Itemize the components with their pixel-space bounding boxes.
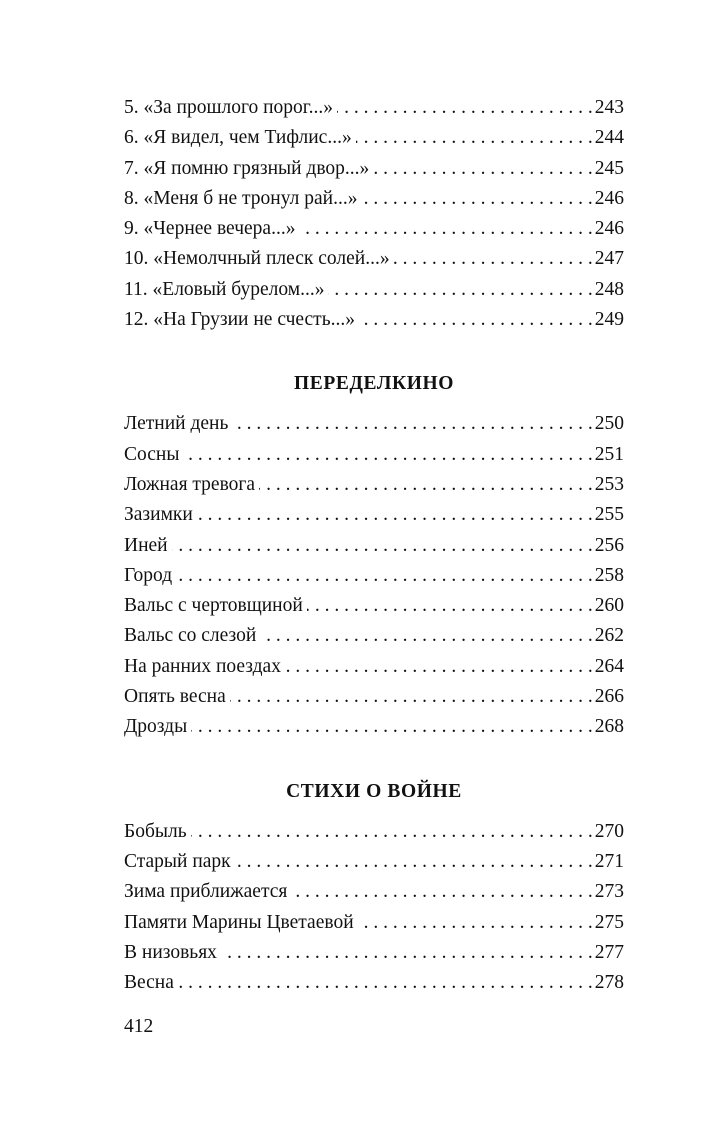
toc-entry [124, 561, 624, 591]
dot-leader [291, 877, 592, 907]
toc-entry [124, 500, 624, 530]
dot-leader [191, 817, 593, 847]
toc-entry-page: 243 [594, 97, 624, 118]
toc-entry [124, 470, 624, 500]
dot-leader [260, 621, 592, 651]
toc-entry-page: 250 [594, 413, 624, 435]
section-heading-war-poems: СТИХИ О ВОЙНЕ [286, 780, 462, 802]
toc-entry-page: 264 [594, 655, 624, 677]
toc-entry-title: Сосны [124, 443, 180, 465]
table-of-contents [124, 93, 624, 998]
toc-section-war-poems [124, 817, 624, 999]
dot-leader [176, 561, 593, 591]
toc-entry [124, 938, 624, 968]
dot-leader [394, 244, 593, 274]
toc-entry-title: Бобыль [124, 820, 187, 842]
toc-entry-page: 270 [594, 820, 624, 842]
toc-entry-title: В низовьях [124, 941, 217, 963]
toc-entry [124, 93, 624, 123]
toc-entry [124, 184, 624, 214]
toc-entry-title: 8. «Меня б не тронул рай...» [124, 187, 358, 209]
dot-leader [232, 409, 592, 439]
toc-entry-page: 268 [594, 716, 624, 738]
toc-entry [124, 531, 624, 561]
dot-leader [221, 938, 593, 968]
toc-entry-page: 248 [594, 278, 624, 300]
section-heading-peredelkino: ПЕРЕДЕЛКИНО [293, 373, 455, 395]
toc-entry-title: Памяти Марины Цветаевой [124, 911, 354, 933]
toc-entry [124, 123, 624, 153]
toc-entry-page: 273 [594, 881, 624, 903]
toc-entry [124, 847, 624, 877]
toc-entry-page: 275 [594, 911, 624, 933]
toc-entry-title: Летний день [124, 413, 229, 435]
dot-leader [197, 500, 593, 530]
toc-entry [124, 877, 624, 907]
toc-entry-title: 11. «Еловый бурелом...» [124, 278, 325, 300]
toc-entry-title: 10. «Немолчный плеск солей...» [124, 248, 390, 270]
toc-entry-page: 262 [594, 625, 624, 647]
toc-entry-title: Весна [124, 972, 174, 994]
toc-entry-title: Ложная тревога [124, 473, 256, 495]
toc-entry-title: Иней [124, 534, 168, 556]
dot-leader [307, 591, 593, 621]
toc-entry-page: 260 [594, 595, 624, 617]
dot-leader [358, 908, 593, 938]
toc-entry [124, 440, 624, 470]
toc-entry [124, 968, 624, 998]
toc-entry-title: 12. «На Грузии не счесть...» [124, 309, 355, 331]
toc-entry-page: 278 [594, 972, 624, 994]
toc-entry [124, 652, 624, 682]
dot-leader [191, 712, 593, 742]
dot-leader [373, 154, 592, 184]
toc-entry-title: Старый парк [124, 850, 231, 872]
dot-leader [337, 93, 593, 123]
dot-leader [259, 470, 593, 500]
toc-entry-page: 266 [594, 686, 624, 708]
toc-entry-title: Вальс с чертовщиной [124, 595, 303, 617]
toc-entry-title: Город [124, 564, 173, 586]
toc-entry-title: 6. «Я видел, чем Тифлис...» [124, 127, 352, 149]
dot-leader [230, 682, 593, 712]
toc-entry-page: 244 [594, 127, 624, 149]
toc-entry [124, 817, 624, 847]
toc-entry-page: 255 [594, 504, 624, 526]
toc-section-peredelkino [124, 409, 624, 742]
toc-entry-title: Зазимки [124, 504, 193, 526]
toc-entry [124, 409, 624, 439]
dot-leader [361, 184, 592, 214]
toc-entry-title: Вальс со слезой [124, 625, 257, 647]
toc-entry-page: 246 [594, 218, 624, 240]
dot-leader [235, 847, 593, 877]
toc-entry-page: 256 [594, 534, 624, 556]
dot-leader [172, 531, 593, 561]
toc-entry-page: 277 [594, 941, 624, 963]
dot-leader [299, 214, 592, 244]
toc-entry-page: 247 [594, 248, 624, 270]
toc-entry [124, 275, 624, 305]
toc-entry [124, 214, 624, 244]
toc-entry-title: Опять весна [124, 686, 226, 708]
toc-entry-title: 9. «Чернее вечера...» [124, 218, 296, 240]
dot-leader [328, 275, 592, 305]
toc-entry-title: На ранних поездах [124, 655, 281, 677]
toc-entry-title: Зима приближается [124, 881, 288, 903]
toc-entry [124, 154, 624, 184]
toc-entry [124, 621, 624, 651]
toc-entry [124, 908, 624, 938]
toc-entry [124, 712, 624, 742]
toc-section-continued [124, 93, 624, 335]
dot-leader [285, 652, 593, 682]
toc-entry-page: 271 [594, 850, 624, 872]
toc-entry [124, 591, 624, 621]
dot-leader [359, 305, 593, 335]
toc-entry [124, 305, 624, 335]
toc-entry-page: 251 [594, 443, 624, 465]
dot-leader [178, 968, 593, 998]
toc-entry-page: 258 [594, 564, 624, 586]
toc-entry-page: 245 [594, 157, 624, 179]
toc-entry [124, 244, 624, 274]
toc-entry-title: 7. «Я помню грязный двор...» [124, 157, 370, 179]
toc-entry [124, 682, 624, 712]
dot-leader [183, 440, 592, 470]
page-number: 412 [124, 1016, 154, 1037]
toc-entry-page: 253 [594, 473, 624, 495]
toc-entry-title: 5. «За прошлого порог...» [124, 97, 333, 118]
dot-leader [356, 123, 593, 153]
toc-entry-page: 246 [594, 187, 624, 209]
toc-entry-title: Дрозды [124, 716, 188, 738]
toc-entry-page: 249 [594, 309, 624, 331]
